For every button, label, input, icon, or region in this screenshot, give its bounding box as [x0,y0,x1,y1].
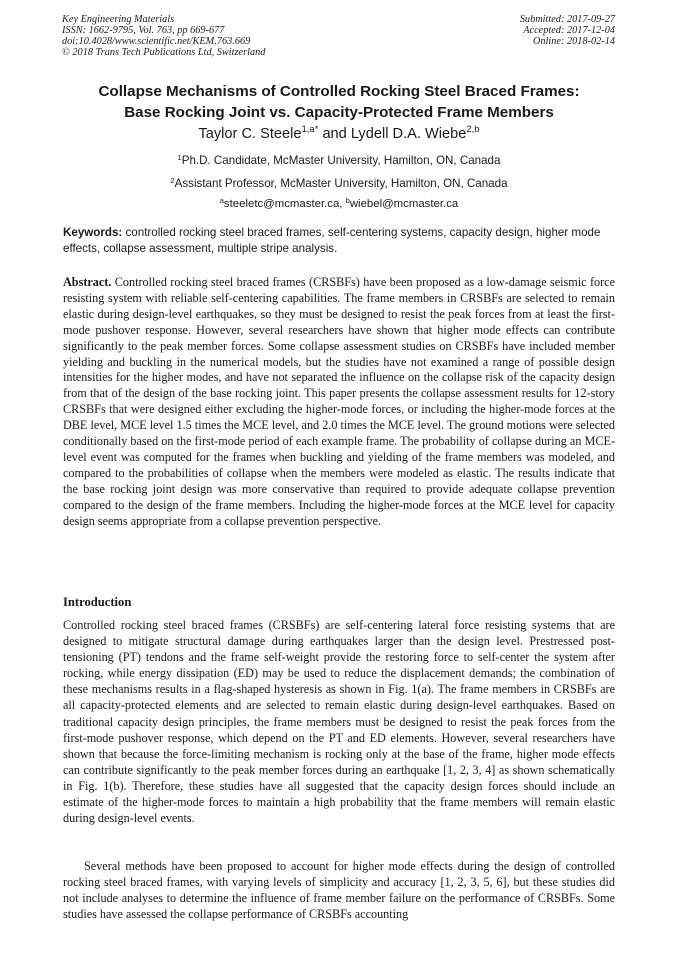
affiliation-1 [40,154,638,168]
publication-dates [520,14,615,47]
online-date: Online: 2018-02-14 [532,36,615,47]
author-conjunction: and [318,126,351,142]
issn-line: ISSN: 1662-9795, Vol. 763, pp 669-677 [62,25,225,36]
abstract-label: Abstract. [63,275,112,289]
author-2-superscript: 2,b [466,124,480,135]
abstract-block [63,275,615,530]
email-a[interactable]: steeletc@mcmaster.ca, [223,198,346,210]
email-b[interactable]: wiebel@mcmaster.ca [349,198,459,210]
accepted-date: Accepted: 2017-12-04 [523,25,615,36]
affiliation-2-superscript: 2 [170,176,175,185]
affiliation-2-text: Assistant Professor, McMaster University, Hamilton, ON, Canada [174,177,508,190]
introduction-paragraph-1: Controlled rocking steel braced frames (CRSBFs) are self-centering lateral force resisting systems that are designed to mitigate structural damage during earthquakes larger than the design level. Prestressed post-tensioning (PT) tendons and the frame self-weight provide the restoring force to self-center the system after rocking, while energy dissipation (ED) may be used to reduce the displacement demands; the combination of these mechanisms results in a flag-shaped hysteresis as shown in Fig. 1(a). The frame members in CRSBFs are all capacity-protected elements and are selected to remain elastic during design-level earthquakes. Based on traditional capacity design principles, the frame members must be designed to resist the peak forces from the first-mode pushover response, which depend on the PT and ED elements. However, several researchers have shown that because the force-limiting mechanism is rocking only at the base of the frame, higher mode effects can contribute significantly to the peak member forces during an earthquake [1, 2, 3, 4] as shown schematically in Fig. 1(b). Therefore, these studies have all suggested that the capacity design forces should include an estimate of the higher-mode forces to maintain a high probability that the frame members will remain elastic during design-level events. [63,618,615,826]
email-a-superscript: a [219,196,224,205]
affiliation-1-text: Ph.D. Candidate, McMaster University, Hamilton, ON, Canada [181,154,501,167]
author-1-name: Taylor C. Steele [198,126,302,142]
keywords-block [63,225,615,256]
title-line-1: Collapse Mechanisms of Controlled Rocking Steel Braced Frames: [98,83,580,100]
copyright-line: © 2018 Trans Tech Publications Ltd, Switzerland [62,47,266,58]
author-list [40,125,638,143]
author-2-name: Lydell D.A. Wiebe [350,126,467,142]
email-b-superscript: b [345,196,350,205]
affiliation-1-superscript: 1 [177,153,182,162]
doi-line: doi:10.4028/www.scientific.net/KEM.763.669 [62,36,251,47]
abstract-text: Controlled rocking steel braced frames (CRSBFs) have been proposed as a low-damage seismic force resisting system with reliable self-centering capabilities. The frame members in CRSBFs are selected to remain elastic during design-level earthquakes, so they must be designed to resist the peak forces from at least the first-mode pushover response. However, several researchers have shown that higher mode effects can contribute significantly to the peak member forces. Some collapse assessment studies on CRSBFs have included member yielding and buckling in the numerical models, but the studies have not examined a range of possible design intensities for the higher modes, and have not separated the influence on the collapse risk of the capacity design from that of the design of the base rocking joint. This paper presents the collapse assessment results for 12-story CRSBFs that were designed either excluding the higher-mode forces, or including the higher-mode forces at the DBE level, MCE level 1.5 times the MCE level, and 2.0 times the MCE level. The ground motions were selected conditionally based on the first-mode period of each example frame. The probability of collapse during an MCE-level event was computed for the frames when buckling and yielding of the frame members was modeled, and compared to the probabilities of collapse when the members were modeled as elastic. The results indicate that the base rocking joint design was more conservative than required to provide adequate collapse prevention compared to the design of the frame members. Including the higher-mode forces at the MCE level for capacity design seems appropriate from a collapse prevention perspective. [63,275,615,528]
author-emails [40,197,638,211]
keywords-label: Keywords: [63,226,123,239]
section-heading-introduction: Introduction [63,595,132,609]
journal-name: Key Engineering Materials [62,14,175,25]
keywords-text: controlled rocking steel braced frames, self-centering systems, capacity design, higher mode effects, collapse assessment, multiple stripe analysis. [63,226,601,255]
paper-title [40,81,638,123]
title-line-2: Base Rocking Joint vs. Capacity-Protected Frame Members [124,104,554,121]
author-1-superscript: 1,a* [301,124,319,135]
submitted-date: Submitted: 2017-09-27 [519,14,615,25]
affiliation-2 [40,177,638,191]
journal-info [62,14,265,58]
introduction-paragraph-2: Several methods have been proposed to account for higher mode effects during the design of controlled rocking steel braced frames, with varying levels of simplicity and accuracy [1, 2, 3, 5, 6], but these studies did not include analyses to determine the influence of frame member failure on the performance of CRSBFs. Some studies have assessed the collapse performance of CRSBFs accounting [63,859,615,922]
